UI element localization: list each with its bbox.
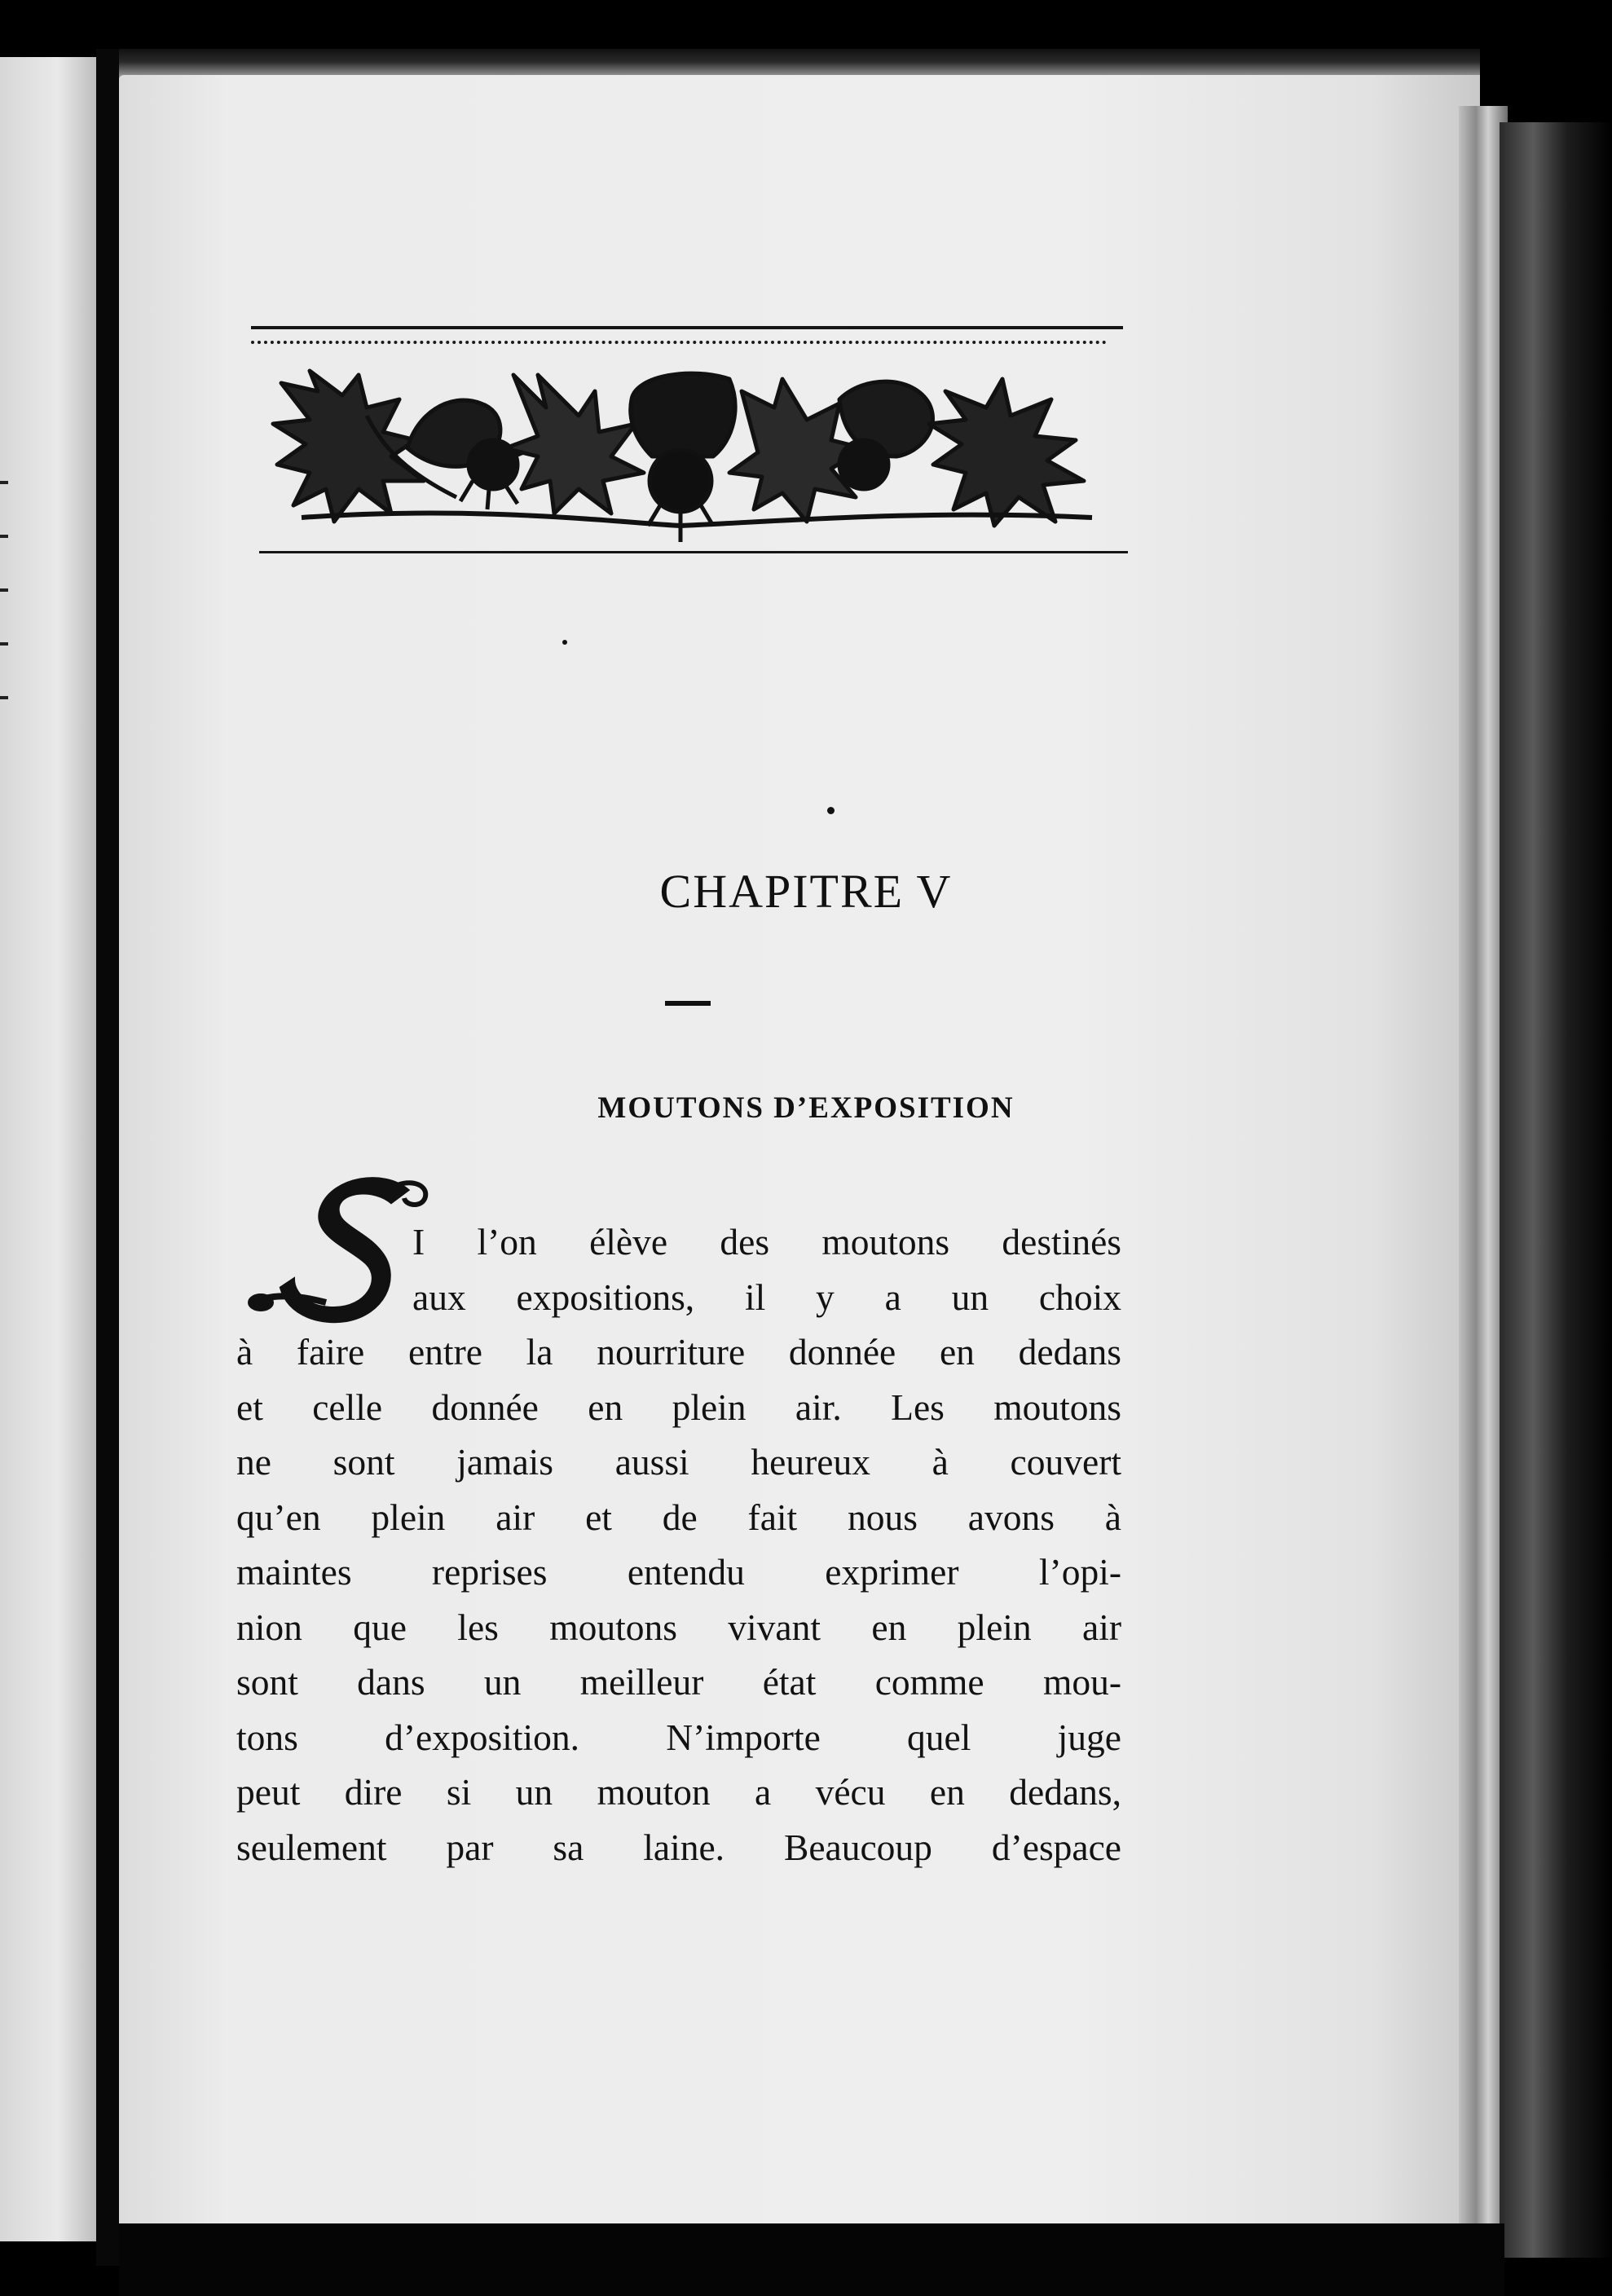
text-line: aux expositions, il y a un choix	[412, 1276, 1121, 1318]
headpiece-bottom-rule	[259, 551, 1128, 553]
left-page-text-edge	[0, 481, 24, 742]
chapter-dash-separator	[665, 1001, 711, 1006]
text-line: nion que les moutons vivant en plein air	[236, 1606, 1121, 1648]
text-line: ne sont jamais aussi heureux à couvert	[236, 1441, 1121, 1483]
text-line: maintes reprises entendu exprimer l’opi-	[236, 1551, 1121, 1593]
left-facing-page-edge	[0, 57, 96, 2241]
text-line: peut dire si un mouton a vécu en dedans,	[236, 1771, 1121, 1813]
section-title: MOUTONS D’EXPOSITION	[597, 1091, 1015, 1125]
chapter-body-text	[236, 1214, 1121, 1875]
chapter-title: CHAPITRE V	[659, 865, 953, 918]
headpiece-top-rule	[251, 326, 1123, 329]
text-line: à faire entre la nourriture donnée en dedans	[236, 1331, 1121, 1373]
text-line: et celle donnée en plein air. Les moutons	[236, 1386, 1121, 1428]
ink-speck	[562, 640, 567, 645]
text-line: seulement par sa laine. Beaucoup d’espace	[236, 1826, 1121, 1868]
headpiece-dotted-rule	[251, 341, 1107, 344]
text-line: qu’en plein air et de fait nous avons à	[236, 1496, 1121, 1538]
thistle-headpiece-ornament-icon	[269, 359, 1108, 546]
book-cover-edge	[1500, 122, 1612, 2258]
page-bottom-shadow	[119, 2223, 1504, 2296]
text-line: tons d’exposition. N’importe quel juge	[236, 1716, 1121, 1758]
text-line: I l’on élève des moutons destinés	[412, 1221, 1121, 1263]
text-line: sont dans un meilleur état comme mou-	[236, 1661, 1121, 1703]
book-gutter	[96, 49, 119, 2266]
ink-speck	[827, 807, 835, 814]
